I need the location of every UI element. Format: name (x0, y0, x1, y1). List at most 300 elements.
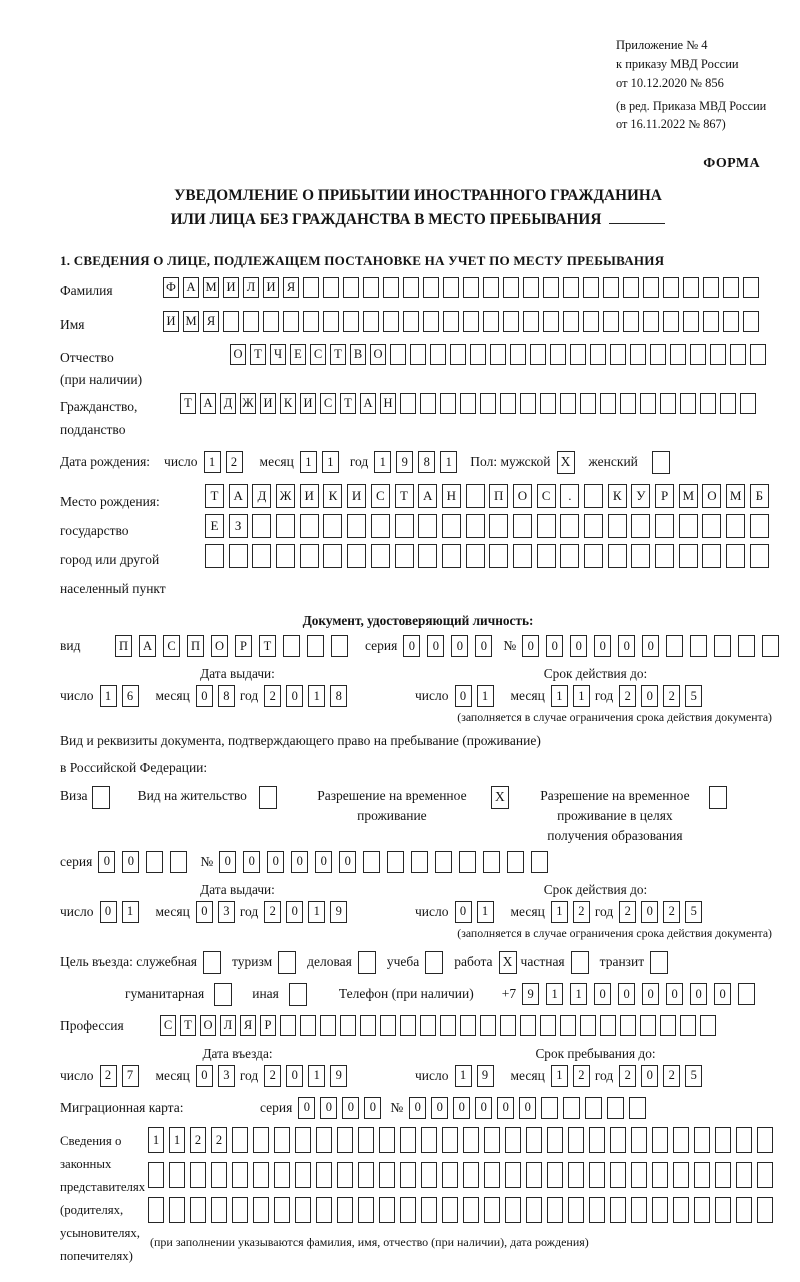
char-box[interactable]: . (560, 484, 579, 508)
char-box[interactable]: К (280, 393, 296, 414)
char-box[interactable] (683, 311, 699, 332)
char-box[interactable] (663, 311, 679, 332)
patronymic-boxes[interactable] (230, 344, 770, 365)
char-box[interactable] (295, 1162, 311, 1188)
id-valid-month-boxes[interactable] (551, 685, 595, 707)
char-box[interactable] (420, 393, 436, 414)
char-box[interactable]: 0 (427, 635, 444, 657)
char-box[interactable] (418, 514, 437, 538)
char-box[interactable] (631, 1127, 647, 1153)
char-box[interactable]: 1 (308, 901, 325, 923)
char-box[interactable]: Т (180, 1015, 196, 1036)
char-box[interactable] (190, 1197, 206, 1223)
char-box[interactable]: 1 (374, 451, 391, 473)
char-box[interactable] (229, 544, 248, 568)
char-box[interactable] (714, 635, 731, 657)
char-box[interactable] (683, 277, 699, 298)
char-box[interactable] (316, 1127, 332, 1153)
char-box[interactable]: 0 (642, 635, 659, 657)
char-box[interactable] (620, 1015, 636, 1036)
char-box[interactable]: 7 (122, 1065, 139, 1087)
birthplace-boxes-row1[interactable] (205, 484, 774, 508)
char-box[interactable]: А (183, 277, 199, 298)
char-box[interactable] (148, 1162, 164, 1188)
char-box[interactable] (603, 311, 619, 332)
char-box[interactable] (608, 514, 627, 538)
char-box[interactable] (643, 277, 659, 298)
char-box[interactable] (736, 1127, 752, 1153)
char-box[interactable]: 0 (594, 983, 611, 1005)
char-box[interactable] (337, 1127, 353, 1153)
char-box[interactable]: Д (220, 393, 236, 414)
char-box[interactable] (580, 1015, 596, 1036)
char-box[interactable] (484, 1162, 500, 1188)
char-box[interactable] (663, 277, 679, 298)
char-box[interactable] (583, 277, 599, 298)
char-box[interactable] (700, 393, 716, 414)
char-box[interactable] (631, 1162, 647, 1188)
char-box[interactable] (540, 1015, 556, 1036)
char-box[interactable]: Т (340, 393, 356, 414)
char-box[interactable] (623, 311, 639, 332)
char-box[interactable] (395, 544, 414, 568)
char-box[interactable] (680, 1015, 696, 1036)
char-box[interactable]: 0 (642, 983, 659, 1005)
purpose-tourism-checkbox[interactable] (278, 951, 296, 974)
char-box[interactable]: 2 (573, 1065, 590, 1087)
char-box[interactable] (379, 1162, 395, 1188)
char-box[interactable] (443, 311, 459, 332)
stay-day-boxes[interactable] (455, 1065, 499, 1087)
char-box[interactable] (743, 311, 759, 332)
surname-boxes[interactable] (163, 277, 763, 298)
migration-series-boxes[interactable] (298, 1097, 386, 1119)
char-box[interactable] (463, 1162, 479, 1188)
char-box[interactable] (400, 1015, 416, 1036)
char-box[interactable]: 0 (100, 901, 117, 923)
char-box[interactable]: О (513, 484, 532, 508)
char-box[interactable] (363, 311, 379, 332)
char-box[interactable] (300, 1015, 316, 1036)
char-box[interactable]: 1 (570, 983, 587, 1005)
char-box[interactable]: 5 (685, 685, 702, 707)
char-box[interactable]: Т (330, 344, 346, 365)
char-box[interactable] (589, 1162, 605, 1188)
char-box[interactable] (274, 1162, 290, 1188)
purpose-transit-checkbox[interactable] (650, 951, 668, 974)
char-box[interactable] (526, 1127, 542, 1153)
char-box[interactable] (680, 393, 696, 414)
entry-day-boxes[interactable] (100, 1065, 144, 1087)
char-box[interactable]: 0 (714, 983, 731, 1005)
permit-valid-year-boxes[interactable] (619, 901, 707, 923)
permit-valid-day-boxes[interactable] (455, 901, 499, 923)
char-box[interactable] (500, 393, 516, 414)
char-box[interactable]: Н (380, 393, 396, 414)
char-box[interactable]: М (679, 484, 698, 508)
char-box[interactable]: 0 (641, 1065, 658, 1087)
char-box[interactable] (440, 393, 456, 414)
permit-issue-day-boxes[interactable] (100, 901, 144, 923)
migration-number-boxes[interactable] (409, 1097, 651, 1119)
char-box[interactable] (650, 344, 666, 365)
char-box[interactable]: 8 (330, 685, 347, 707)
char-box[interactable]: 0 (122, 851, 139, 873)
char-box[interactable]: Ж (240, 393, 256, 414)
profession-boxes[interactable] (160, 1015, 720, 1036)
char-box[interactable] (702, 544, 721, 568)
char-box[interactable] (232, 1162, 248, 1188)
char-box[interactable] (740, 393, 756, 414)
char-box[interactable] (762, 635, 779, 657)
char-box[interactable] (423, 277, 439, 298)
char-box[interactable] (442, 514, 461, 538)
char-box[interactable] (757, 1162, 773, 1188)
char-box[interactable] (146, 851, 163, 873)
char-box[interactable] (303, 311, 319, 332)
char-box[interactable] (652, 1162, 668, 1188)
char-box[interactable] (690, 344, 706, 365)
char-box[interactable] (387, 851, 404, 873)
purpose-work-checkbox[interactable]: X (499, 951, 517, 974)
char-box[interactable]: И (163, 311, 179, 332)
char-box[interactable] (463, 1197, 479, 1223)
citizenship-boxes[interactable] (180, 393, 760, 414)
char-box[interactable]: М (183, 311, 199, 332)
char-box[interactable]: О (200, 1015, 216, 1036)
char-box[interactable] (563, 1097, 580, 1119)
char-box[interactable] (503, 277, 519, 298)
char-box[interactable] (460, 1015, 476, 1036)
char-box[interactable] (703, 277, 719, 298)
birth-year-boxes[interactable] (374, 451, 462, 473)
char-box[interactable]: 1 (546, 983, 563, 1005)
char-box[interactable] (520, 1015, 536, 1036)
char-box[interactable] (652, 1127, 668, 1153)
char-box[interactable]: 2 (226, 451, 243, 473)
char-box[interactable] (584, 514, 603, 538)
char-box[interactable] (418, 544, 437, 568)
char-box[interactable] (738, 635, 755, 657)
char-box[interactable] (537, 544, 556, 568)
char-box[interactable] (507, 851, 524, 873)
char-box[interactable] (547, 1197, 563, 1223)
char-box[interactable] (570, 344, 586, 365)
char-box[interactable]: Я (240, 1015, 256, 1036)
char-box[interactable]: У (631, 484, 650, 508)
char-box[interactable]: 0 (243, 851, 260, 873)
char-box[interactable]: 0 (618, 635, 635, 657)
char-box[interactable]: Я (283, 277, 299, 298)
temp-permit-checkbox[interactable]: X (491, 786, 509, 809)
char-box[interactable] (169, 1197, 185, 1223)
char-box[interactable]: 0 (286, 1065, 303, 1087)
char-box[interactable] (738, 983, 755, 1005)
char-box[interactable]: Т (180, 393, 196, 414)
char-box[interactable]: В (350, 344, 366, 365)
char-box[interactable] (379, 1197, 395, 1223)
char-box[interactable] (568, 1127, 584, 1153)
char-box[interactable]: 6 (122, 685, 139, 707)
char-box[interactable] (466, 514, 485, 538)
char-box[interactable] (470, 344, 486, 365)
char-box[interactable]: П (489, 484, 508, 508)
char-box[interactable] (723, 277, 739, 298)
char-box[interactable] (323, 311, 339, 332)
purpose-humanitarian-checkbox[interactable] (214, 983, 232, 1006)
char-box[interactable] (347, 514, 366, 538)
representatives-boxes-row3[interactable] (148, 1197, 778, 1223)
char-box[interactable] (253, 1162, 269, 1188)
char-box[interactable]: 2 (211, 1127, 227, 1153)
entry-year-boxes[interactable] (264, 1065, 352, 1087)
char-box[interactable]: М (726, 484, 745, 508)
char-box[interactable] (531, 851, 548, 873)
char-box[interactable] (280, 1015, 296, 1036)
char-box[interactable]: К (323, 484, 342, 508)
char-box[interactable] (421, 1162, 437, 1188)
char-box[interactable]: 9 (477, 1065, 494, 1087)
char-box[interactable] (323, 544, 342, 568)
char-box[interactable]: Л (243, 277, 259, 298)
char-box[interactable] (442, 1162, 458, 1188)
char-box[interactable] (702, 514, 721, 538)
char-box[interactable] (541, 1097, 558, 1119)
phone-boxes[interactable] (522, 983, 762, 1005)
char-box[interactable]: 1 (440, 451, 457, 473)
birthplace-boxes-row3[interactable] (205, 544, 774, 568)
char-box[interactable] (631, 544, 650, 568)
char-box[interactable] (421, 1127, 437, 1153)
purpose-official-checkbox[interactable] (203, 951, 221, 974)
char-box[interactable] (694, 1127, 710, 1153)
char-box[interactable]: Ф (163, 277, 179, 298)
char-box[interactable]: 2 (663, 1065, 680, 1087)
char-box[interactable] (640, 393, 656, 414)
char-box[interactable]: 1 (551, 901, 568, 923)
char-box[interactable] (547, 1162, 563, 1188)
char-box[interactable] (243, 311, 259, 332)
residence-permit-checkbox[interactable] (259, 786, 277, 809)
char-box[interactable] (323, 277, 339, 298)
char-box[interactable]: С (160, 1015, 176, 1036)
char-box[interactable] (700, 1015, 716, 1036)
char-box[interactable] (505, 1162, 521, 1188)
char-box[interactable]: 1 (122, 901, 139, 923)
char-box[interactable]: 0 (455, 685, 472, 707)
char-box[interactable] (483, 311, 499, 332)
char-box[interactable] (190, 1162, 206, 1188)
char-box[interactable]: 0 (320, 1097, 337, 1119)
char-box[interactable] (232, 1197, 248, 1223)
representatives-boxes-row2[interactable] (148, 1162, 778, 1188)
char-box[interactable]: Е (290, 344, 306, 365)
char-box[interactable]: 1 (477, 901, 494, 923)
char-box[interactable] (584, 544, 603, 568)
char-box[interactable] (423, 311, 439, 332)
char-box[interactable] (480, 393, 496, 414)
char-box[interactable]: 0 (519, 1097, 536, 1119)
char-box[interactable] (563, 277, 579, 298)
char-box[interactable] (463, 277, 479, 298)
char-box[interactable]: 0 (219, 851, 236, 873)
char-box[interactable] (435, 851, 452, 873)
char-box[interactable] (358, 1197, 374, 1223)
char-box[interactable] (583, 311, 599, 332)
char-box[interactable]: 1 (477, 685, 494, 707)
char-box[interactable]: 1 (148, 1127, 164, 1153)
char-box[interactable] (276, 514, 295, 538)
char-box[interactable] (523, 277, 539, 298)
char-box[interactable] (331, 635, 348, 657)
char-box[interactable] (307, 635, 324, 657)
char-box[interactable]: И (223, 277, 239, 298)
char-box[interactable] (726, 514, 745, 538)
char-box[interactable]: И (263, 277, 279, 298)
char-box[interactable] (303, 277, 319, 298)
char-box[interactable]: 9 (330, 1065, 347, 1087)
char-box[interactable] (505, 1127, 521, 1153)
char-box[interactable] (295, 1197, 311, 1223)
char-box[interactable]: Р (260, 1015, 276, 1036)
id-valid-day-boxes[interactable] (455, 685, 499, 707)
char-box[interactable] (442, 1127, 458, 1153)
char-box[interactable] (640, 1015, 656, 1036)
char-box[interactable] (652, 1197, 668, 1223)
char-box[interactable]: А (229, 484, 248, 508)
purpose-other-checkbox[interactable] (289, 983, 307, 1006)
char-box[interactable]: 3 (218, 901, 235, 923)
char-box[interactable]: О (211, 635, 228, 657)
char-box[interactable] (466, 484, 485, 508)
char-box[interactable]: 2 (619, 685, 636, 707)
char-box[interactable]: 0 (364, 1097, 381, 1119)
char-box[interactable] (421, 1197, 437, 1223)
char-box[interactable] (623, 277, 639, 298)
char-box[interactable]: А (418, 484, 437, 508)
char-box[interactable] (340, 1015, 356, 1036)
char-box[interactable] (547, 1127, 563, 1153)
char-box[interactable] (720, 393, 736, 414)
char-box[interactable] (283, 635, 300, 657)
char-box[interactable] (603, 277, 619, 298)
char-box[interactable] (323, 514, 342, 538)
char-box[interactable]: О (230, 344, 246, 365)
char-box[interactable] (320, 1015, 336, 1036)
char-box[interactable]: Л (220, 1015, 236, 1036)
char-box[interactable]: Е (205, 514, 224, 538)
char-box[interactable] (466, 544, 485, 568)
char-box[interactable] (403, 277, 419, 298)
char-box[interactable]: Т (205, 484, 224, 508)
char-box[interactable]: 0 (196, 685, 213, 707)
char-box[interactable]: К (608, 484, 627, 508)
char-box[interactable]: А (360, 393, 376, 414)
char-box[interactable]: 0 (342, 1097, 359, 1119)
char-box[interactable] (540, 393, 556, 414)
char-box[interactable] (295, 1127, 311, 1153)
char-box[interactable]: 1 (551, 1065, 568, 1087)
char-box[interactable]: О (702, 484, 721, 508)
char-box[interactable] (169, 1162, 185, 1188)
char-box[interactable]: Т (395, 484, 414, 508)
char-box[interactable] (589, 1197, 605, 1223)
char-box[interactable]: 0 (291, 851, 308, 873)
char-box[interactable]: 3 (218, 1065, 235, 1087)
char-box[interactable] (400, 1162, 416, 1188)
char-box[interactable]: 0 (298, 1097, 315, 1119)
char-box[interactable] (600, 1015, 616, 1036)
char-box[interactable] (211, 1162, 227, 1188)
char-box[interactable] (343, 311, 359, 332)
birthplace-boxes-row2[interactable] (205, 514, 774, 538)
char-box[interactable]: 0 (409, 1097, 426, 1119)
char-box[interactable]: 9 (396, 451, 413, 473)
char-box[interactable]: П (187, 635, 204, 657)
char-box[interactable] (483, 277, 499, 298)
char-box[interactable] (673, 1162, 689, 1188)
char-box[interactable] (743, 277, 759, 298)
char-box[interactable] (483, 851, 500, 873)
char-box[interactable] (489, 544, 508, 568)
char-box[interactable]: Ж (276, 484, 295, 508)
char-box[interactable] (337, 1197, 353, 1223)
char-box[interactable] (563, 311, 579, 332)
char-box[interactable]: 0 (641, 901, 658, 923)
char-box[interactable] (690, 635, 707, 657)
char-box[interactable] (750, 344, 766, 365)
char-box[interactable] (252, 514, 271, 538)
char-box[interactable]: 5 (685, 1065, 702, 1087)
char-box[interactable]: З (229, 514, 248, 538)
char-box[interactable]: Т (259, 635, 276, 657)
char-box[interactable] (232, 1127, 248, 1153)
char-box[interactable] (660, 1015, 676, 1036)
char-box[interactable]: 0 (690, 983, 707, 1005)
char-box[interactable] (694, 1162, 710, 1188)
char-box[interactable] (757, 1197, 773, 1223)
char-box[interactable] (679, 514, 698, 538)
char-box[interactable]: 2 (190, 1127, 206, 1153)
char-box[interactable] (568, 1197, 584, 1223)
char-box[interactable] (589, 1127, 605, 1153)
char-box[interactable]: А (139, 635, 156, 657)
char-box[interactable]: М (203, 277, 219, 298)
char-box[interactable] (252, 544, 271, 568)
char-box[interactable]: 0 (339, 851, 356, 873)
char-box[interactable]: 0 (594, 635, 611, 657)
char-box[interactable]: 8 (418, 451, 435, 473)
edu-permit-checkbox[interactable] (709, 786, 727, 809)
char-box[interactable] (660, 393, 676, 414)
char-box[interactable] (730, 344, 746, 365)
char-box[interactable] (510, 344, 526, 365)
id-issue-day-boxes[interactable] (100, 685, 144, 707)
char-box[interactable] (503, 311, 519, 332)
char-box[interactable]: 2 (663, 901, 680, 923)
char-box[interactable] (371, 544, 390, 568)
char-box[interactable] (670, 344, 686, 365)
char-box[interactable]: 0 (286, 901, 303, 923)
char-box[interactable] (526, 1197, 542, 1223)
char-box[interactable] (590, 344, 606, 365)
permit-number-boxes[interactable] (219, 851, 555, 873)
char-box[interactable] (390, 344, 406, 365)
char-box[interactable] (211, 1197, 227, 1223)
char-box[interactable] (380, 1015, 396, 1036)
char-box[interactable] (550, 344, 566, 365)
purpose-study-checkbox[interactable] (425, 951, 443, 974)
